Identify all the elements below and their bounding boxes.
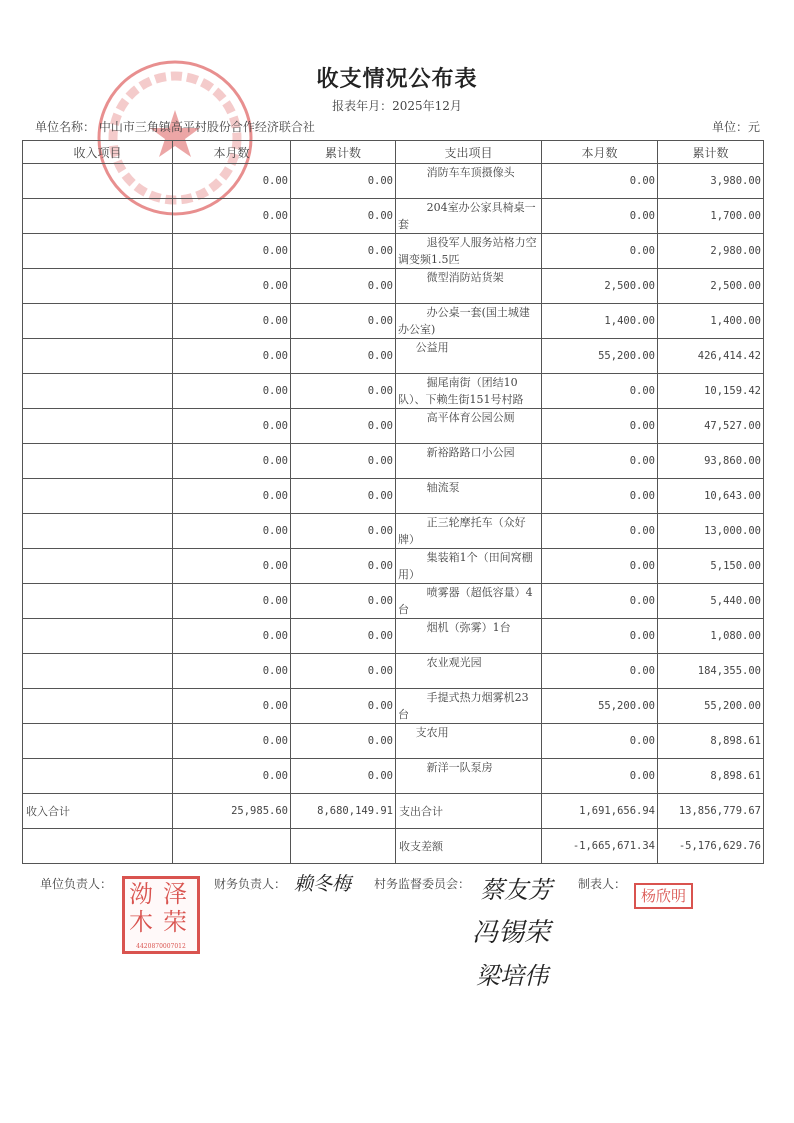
income-month: 0.00 bbox=[173, 409, 291, 444]
income-cumulative: 0.00 bbox=[291, 584, 396, 619]
expense-cumulative: 3,980.00 bbox=[658, 164, 764, 199]
income-cumulative: 0.00 bbox=[291, 724, 396, 759]
col-expense-total: 累计数 bbox=[658, 141, 764, 164]
expense-item bbox=[396, 514, 542, 549]
expense-item-text: 正三轮摩托车（众好牌） bbox=[398, 516, 526, 546]
expense-month: 0.00 bbox=[542, 584, 658, 619]
income-month: 0.00 bbox=[173, 479, 291, 514]
expense-month: 0.00 bbox=[542, 479, 658, 514]
expense-item bbox=[396, 479, 542, 514]
income-month: 0.00 bbox=[173, 234, 291, 269]
expense-item bbox=[396, 759, 542, 794]
income-total-label: 收入合计 bbox=[23, 794, 173, 829]
col-income-item: 收入项目 bbox=[23, 141, 173, 164]
income-cumulative: 0.00 bbox=[291, 479, 396, 514]
table-row bbox=[23, 724, 764, 759]
income-cumulative: 0.00 bbox=[291, 269, 396, 304]
expense-month: 0.00 bbox=[542, 444, 658, 479]
expense-item bbox=[396, 654, 542, 689]
expense-item-text: 轴流泵 bbox=[426, 481, 460, 494]
table-row bbox=[23, 549, 764, 584]
currency-unit: 单位：元 bbox=[711, 120, 760, 134]
table-row bbox=[23, 654, 764, 689]
table-row bbox=[23, 164, 764, 199]
seal-char: 荣 bbox=[163, 908, 187, 936]
supervision-signature: 冯锡荣 bbox=[472, 918, 551, 948]
income-item bbox=[23, 269, 173, 304]
income-item bbox=[23, 759, 173, 794]
income-item bbox=[23, 689, 173, 724]
col-expense-item: 支出项目 bbox=[396, 141, 542, 164]
unit-head-seal bbox=[122, 876, 200, 954]
expense-item-text: 微型消防站货架 bbox=[426, 271, 504, 284]
table-row bbox=[23, 514, 764, 549]
finance-head-label: 财务负责人： bbox=[214, 877, 287, 891]
expense-cumulative: 5,150.00 bbox=[658, 549, 764, 584]
income-cumulative: 0.00 bbox=[291, 514, 396, 549]
expense-item bbox=[396, 269, 542, 304]
col-expense-month: 本月数 bbox=[542, 141, 658, 164]
income-month: 0.00 bbox=[173, 444, 291, 479]
col-income-month: 本月数 bbox=[173, 141, 291, 164]
income-item bbox=[23, 164, 173, 199]
expense-item bbox=[396, 619, 542, 654]
expense-item bbox=[396, 339, 542, 374]
unit-head-label: 单位负责人： bbox=[40, 877, 113, 891]
expense-item bbox=[396, 164, 542, 199]
income-item bbox=[23, 479, 173, 514]
expense-month: 0.00 bbox=[542, 759, 658, 794]
expense-cumulative: 1,080.00 bbox=[658, 619, 764, 654]
income-item bbox=[23, 654, 173, 689]
income-item bbox=[23, 584, 173, 619]
expense-month: 0.00 bbox=[542, 619, 658, 654]
balance-row bbox=[23, 829, 764, 864]
seal-char: 泑 bbox=[129, 880, 153, 908]
expense-month: 0.00 bbox=[542, 234, 658, 269]
income-cumulative: 0.00 bbox=[291, 619, 396, 654]
income-item bbox=[23, 409, 173, 444]
income-cumulative: 0.00 bbox=[291, 304, 396, 339]
expense-item bbox=[396, 374, 542, 409]
expense-cumulative: 10,159.42 bbox=[658, 374, 764, 409]
expense-item-text: 掘尾南街（团结10队）、下赖生街151号村路 bbox=[398, 376, 524, 406]
expense-cumulative: 8,898.61 bbox=[658, 724, 764, 759]
expense-cumulative: 55,200.00 bbox=[658, 689, 764, 724]
expense-item-text: 204室办公家具椅桌一套 bbox=[398, 201, 536, 231]
expense-month: 0.00 bbox=[542, 199, 658, 234]
table-row bbox=[23, 339, 764, 374]
income-cumulative: 0.00 bbox=[291, 759, 396, 794]
table-row bbox=[23, 444, 764, 479]
col-income-total: 累计数 bbox=[291, 141, 396, 164]
table-row bbox=[23, 374, 764, 409]
income-item bbox=[23, 234, 173, 269]
income-item bbox=[23, 339, 173, 374]
income-item bbox=[23, 444, 173, 479]
expense-item bbox=[396, 234, 542, 269]
unit-name-label: 单位名称： bbox=[35, 120, 96, 134]
expense-item-text: 公益用 bbox=[415, 341, 449, 354]
expense-item-text: 退役军人服务站格力空调变频1.5匹 bbox=[398, 236, 537, 266]
unit-name-value: 中山市三角镇高平村股份合作经济联合社 bbox=[98, 120, 315, 134]
expense-cumulative: 2,980.00 bbox=[658, 234, 764, 269]
balance-month: -1,665,671.34 bbox=[542, 829, 658, 864]
income-month: 0.00 bbox=[173, 514, 291, 549]
expense-item-text: 喷雾器（超低容量）4台 bbox=[398, 586, 533, 616]
income-month: 0.00 bbox=[173, 374, 291, 409]
expense-item-text: 集装箱1个（田间窝棚用） bbox=[398, 551, 533, 581]
income-month: 0.00 bbox=[173, 584, 291, 619]
expense-month: 0.00 bbox=[542, 724, 658, 759]
income-item bbox=[23, 514, 173, 549]
expense-item bbox=[396, 689, 542, 724]
expense-month: 55,200.00 bbox=[542, 689, 658, 724]
income-month: 0.00 bbox=[173, 549, 291, 584]
expense-cumulative: 5,440.00 bbox=[658, 584, 764, 619]
expense-cumulative: 47,527.00 bbox=[658, 409, 764, 444]
table-row bbox=[23, 409, 764, 444]
report-period: 报表年月：2025年12月 bbox=[332, 99, 462, 113]
expense-cumulative: 93,860.00 bbox=[658, 444, 764, 479]
expense-cumulative: 1,400.00 bbox=[658, 304, 764, 339]
income-cumulative: 0.00 bbox=[291, 199, 396, 234]
expense-item-text: 新裕路路口小公园 bbox=[426, 446, 515, 459]
table-row bbox=[23, 619, 764, 654]
income-item bbox=[23, 619, 173, 654]
income-total-month: 25,985.60 bbox=[173, 794, 291, 829]
expense-month: 0.00 bbox=[542, 164, 658, 199]
table-row bbox=[23, 269, 764, 304]
income-month: 0.00 bbox=[173, 304, 291, 339]
totals-row bbox=[23, 794, 764, 829]
income-cumulative: 0.00 bbox=[291, 164, 396, 199]
income-cumulative: 0.00 bbox=[291, 409, 396, 444]
balance-label: 收支差额 bbox=[396, 829, 542, 864]
income-cumulative: 0.00 bbox=[291, 654, 396, 689]
expense-month: 1,400.00 bbox=[542, 304, 658, 339]
income-total-cumulative: 8,680,149.91 bbox=[291, 794, 396, 829]
preparer-label: 制表人： bbox=[578, 877, 627, 891]
seal-code: 4420870007012 bbox=[136, 943, 186, 950]
unit-name bbox=[35, 118, 315, 135]
expense-cumulative: 10,643.00 bbox=[658, 479, 764, 514]
seal-char: 木 bbox=[129, 908, 153, 936]
table-row bbox=[23, 759, 764, 794]
expense-cumulative: 1,700.00 bbox=[658, 199, 764, 234]
income-expense-table bbox=[22, 140, 764, 864]
seal-char: 泽 bbox=[163, 880, 187, 908]
expense-item-text: 办公桌一套(国土城建办公室) bbox=[398, 306, 530, 336]
table-row bbox=[23, 234, 764, 269]
expense-item bbox=[396, 444, 542, 479]
empty-cell bbox=[23, 829, 173, 864]
expense-item bbox=[396, 724, 542, 759]
expense-total-label: 支出合计 bbox=[396, 794, 542, 829]
expense-month: 0.00 bbox=[542, 374, 658, 409]
income-month: 0.00 bbox=[173, 199, 291, 234]
expense-item-text: 手提式热力烟雾机23台 bbox=[398, 691, 529, 721]
expense-cumulative: 8,898.61 bbox=[658, 759, 764, 794]
table-header-row bbox=[23, 141, 764, 164]
expense-item bbox=[396, 409, 542, 444]
expense-item bbox=[396, 199, 542, 234]
balance-cumulative: -5,176,629.76 bbox=[658, 829, 764, 864]
expense-item-text: 支农用 bbox=[415, 726, 449, 739]
expense-cumulative: 426,414.42 bbox=[658, 339, 764, 374]
expense-total-month: 1,691,656.94 bbox=[542, 794, 658, 829]
expense-month: 0.00 bbox=[542, 549, 658, 584]
expense-item bbox=[396, 549, 542, 584]
expense-item-text: 农业观光园 bbox=[426, 656, 482, 669]
income-month: 0.00 bbox=[173, 619, 291, 654]
expense-item-text: 新洋一队泵房 bbox=[426, 761, 493, 774]
income-cumulative: 0.00 bbox=[291, 339, 396, 374]
income-item bbox=[23, 374, 173, 409]
table-row bbox=[23, 584, 764, 619]
income-cumulative: 0.00 bbox=[291, 689, 396, 724]
expense-cumulative: 2,500.00 bbox=[658, 269, 764, 304]
expense-month: 0.00 bbox=[542, 514, 658, 549]
income-item bbox=[23, 304, 173, 339]
income-item bbox=[23, 199, 173, 234]
income-cumulative: 0.00 bbox=[291, 549, 396, 584]
expense-cumulative: 13,000.00 bbox=[658, 514, 764, 549]
expense-item bbox=[396, 304, 542, 339]
income-month: 0.00 bbox=[173, 164, 291, 199]
table-row bbox=[23, 199, 764, 234]
supervision-signature: 梁培伟 bbox=[476, 962, 548, 990]
table-row bbox=[23, 304, 764, 339]
empty-cell bbox=[291, 829, 396, 864]
income-item bbox=[23, 549, 173, 584]
income-cumulative: 0.00 bbox=[291, 374, 396, 409]
expense-item-text: 消防车车顶摄像头 bbox=[426, 166, 515, 179]
page-title: 收支情况公布表 bbox=[316, 67, 478, 92]
expense-month: 0.00 bbox=[542, 654, 658, 689]
income-month: 0.00 bbox=[173, 689, 291, 724]
income-month: 0.00 bbox=[173, 724, 291, 759]
income-month: 0.00 bbox=[173, 269, 291, 304]
expense-month: 2,500.00 bbox=[542, 269, 658, 304]
income-month: 0.00 bbox=[173, 759, 291, 794]
table-row bbox=[23, 689, 764, 724]
expense-item-text: 烟机（弥雾）1台 bbox=[426, 621, 511, 634]
supervision-label: 村务监督委员会： bbox=[374, 877, 471, 891]
income-month: 0.00 bbox=[173, 654, 291, 689]
finance-head-signature: 赖冬梅 bbox=[294, 873, 352, 895]
income-cumulative: 0.00 bbox=[291, 444, 396, 479]
expense-month: 55,200.00 bbox=[542, 339, 658, 374]
income-month: 0.00 bbox=[173, 339, 291, 374]
expense-item-text: 高平体育公园公厕 bbox=[426, 411, 515, 424]
preparer-seal: 杨欣明 bbox=[634, 883, 693, 909]
table-row bbox=[23, 479, 764, 514]
expense-total-cumulative: 13,856,779.67 bbox=[658, 794, 764, 829]
income-cumulative: 0.00 bbox=[291, 234, 396, 269]
expense-month: 0.00 bbox=[542, 409, 658, 444]
supervision-signature: 蔡友芳 bbox=[480, 876, 552, 904]
empty-cell bbox=[173, 829, 291, 864]
expense-cumulative: 184,355.00 bbox=[658, 654, 764, 689]
expense-item bbox=[396, 584, 542, 619]
income-item bbox=[23, 724, 173, 759]
